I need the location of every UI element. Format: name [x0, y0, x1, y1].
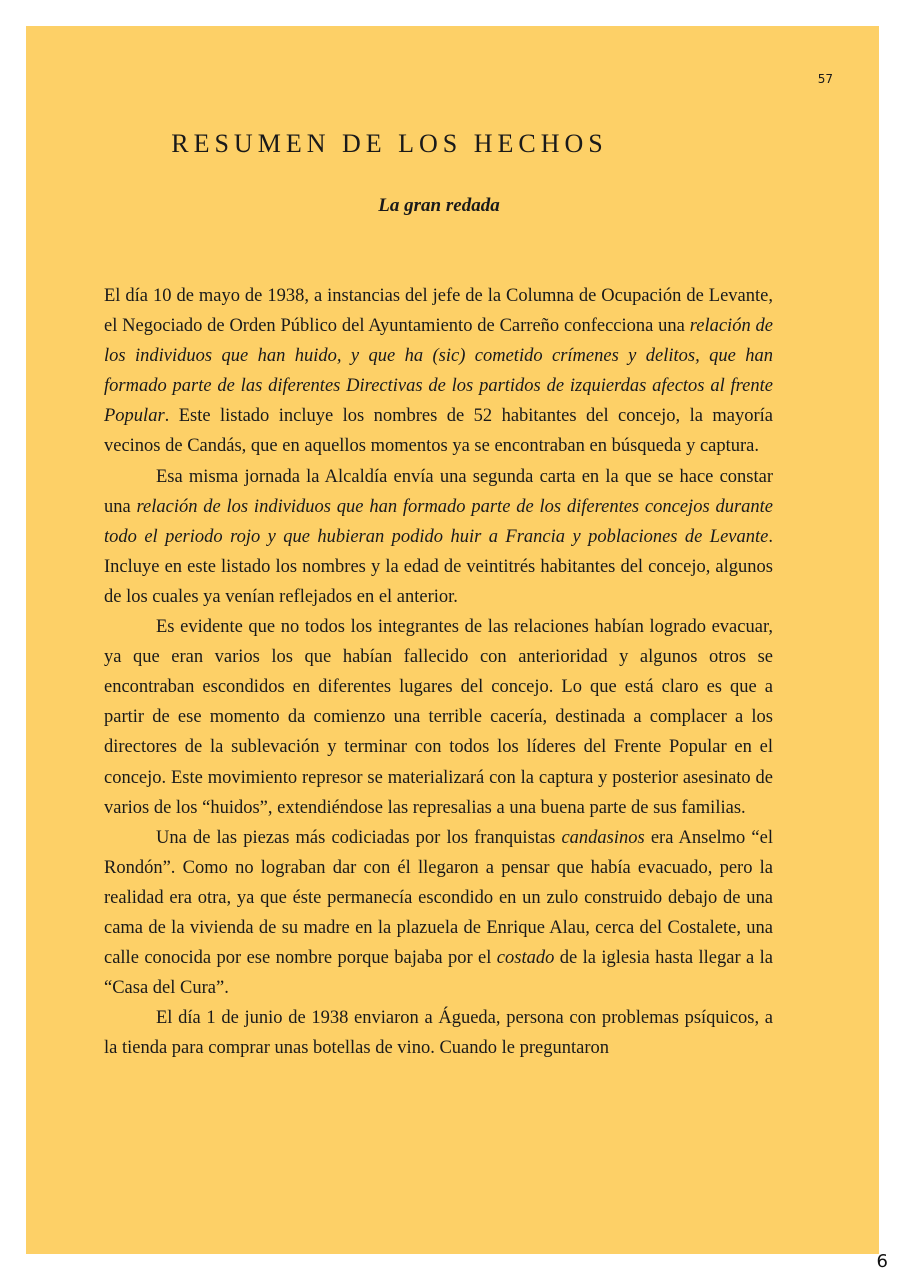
italic-segment: relación de los individuos que han formado parte de los diferentes concejos durante todo el periodo rojo y que hubieran podido huir a Francia y poblaciones de Levante [104, 496, 773, 547]
text-segment: de la iglesia hasta llegar a la “Casa del Cura”. [104, 948, 773, 999]
page-title: RESUMEN DE LOS HECHOS [171, 129, 608, 158]
section-subtitle: La gran redada [378, 195, 500, 216]
page-number: 57 [817, 72, 833, 86]
italic-segment: candasinos [561, 827, 645, 848]
italic-segment: relación de los individuos que han huido, y que ha (sic) cometido crímenes y delitos, que han formado parte de las diferentes Directivas de los partidos de izquierdas afectos al frente Popular [104, 316, 773, 427]
italic-segment: costado [496, 948, 555, 969]
text-segment: era Anselmo “el Rondón”. Como no lograban dar con él llegaron a pensar que había evacuado, pero la realidad era otra, ya que éste permanecía escondido en un zulo construido debajo de una cama de la vivienda de su madre en la plazuela de Enrique Alau, cerca del Costalete, una calle conocida por ese nombre porque bajaba por el [104, 827, 773, 969]
document-page [26, 26, 879, 1254]
paragraph-1 [104, 281, 773, 462]
text-segment: Esa misma jornada la Alcaldía envía una segunda carta en la que se hace constar una [104, 466, 773, 517]
text-segment: Es evidente que no todos los integrantes de las relaciones habían logrado evacuar, ya que eran varios los que habían fallecido con anterioridad y algunos otros se encontraban escondidos en diferentes lugares del concejo. Lo que está claro es que a partir de ese momento da comienzo una terrible cacería, destinada a complacer a los directores de la sublevación y terminar con todos los líderes del Frente Popular en el concejo. Este movimiento represor se materializará con la captura y posterior asesinato de varios de los “huidos”, extendiéndose las represalias a una buena parte de sus familias. [104, 617, 773, 818]
paragraph-4 [104, 823, 773, 1004]
text-segment: . Este listado incluye los nombres de 52 habitantes del concejo, la mayoría vecinos de Candás, que en aquellos momentos ya se encontraban en búsqueda y captura. [104, 406, 773, 457]
paragraph-2 [104, 462, 773, 612]
outer-page-number: 6 [876, 1251, 888, 1272]
paragraph-5 [104, 1003, 773, 1063]
text-segment: Una de las piezas más codiciadas por los franquistas [156, 827, 562, 848]
text-segment: El día 1 de junio de 1938 enviaron a Águeda, persona con problemas psíquicos, a la tienda para comprar unas botellas de vino. Cuando le preguntaron [104, 1008, 773, 1059]
text-segment: El día 10 de mayo de 1938, a instancias del jefe de la Columna de Ocupación de Levante, el Negociado de Orden Público del Ayuntamiento de Carreño confecciona una [104, 286, 773, 337]
body-text [104, 281, 773, 1063]
text-segment: . Incluye en este listado los nombres y la edad de veintitrés habitantes del concejo, algunos de los cuales ya venían reflejados en el anterior. [104, 526, 773, 607]
paragraph-3 [104, 612, 773, 823]
